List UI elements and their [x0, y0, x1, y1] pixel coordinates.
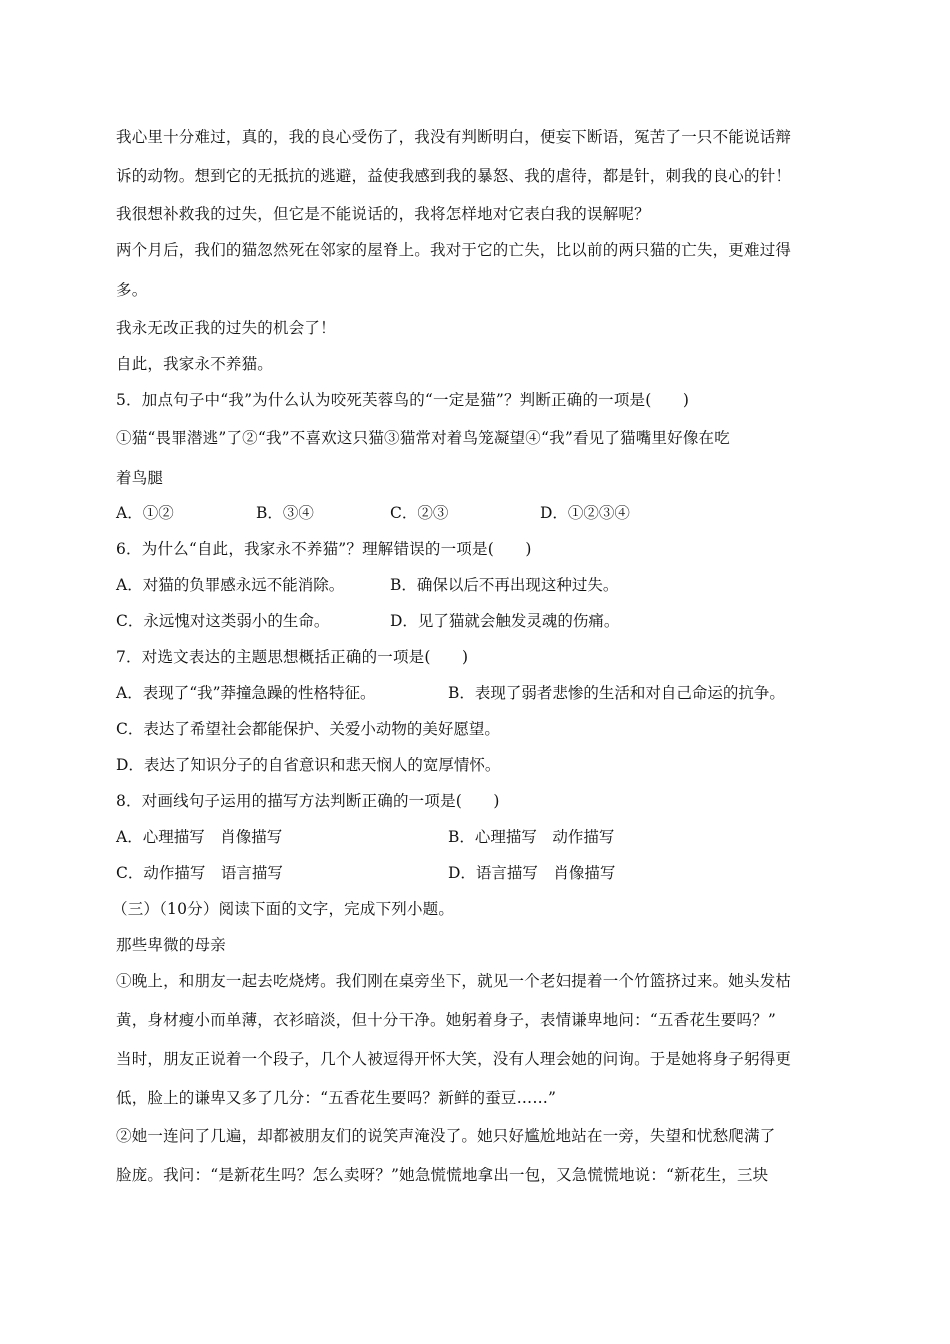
question-6-option-a: A．对猫的负罪感永远不能消除。: [116, 576, 345, 594]
question-6-option-b: B．确保以后不再出现这种过失。: [390, 576, 619, 594]
question-5-option-b: B．③④: [256, 504, 314, 522]
passage-line: 我很想补救我的过失，但它是不能说话的，我将怎样地对它表白我的误解呢？: [116, 205, 650, 223]
article-line: 脸庞。我问：“是新花生吗？怎么卖呀？”她急慌慌地拿出一包，又急慌慌地说：“新花生，三块: [116, 1166, 769, 1184]
question-8-option-c: C．动作描写 语言描写: [116, 864, 283, 882]
question-6-option-d: D．见了猫就会触发灵魂的伤痛。: [390, 612, 620, 630]
article-line: 低，脸上的谦卑又多了几分：“五香花生要吗？新鲜的蚕豆……”: [116, 1089, 557, 1107]
question-7-stem: 7．对选文表达的主题思想概括正确的一项是( ): [116, 648, 469, 666]
question-7-option-d: D．表达了知识分子的自省意识和悲天悯人的宽厚情怀。: [116, 756, 501, 774]
question-5-line: ①猫“畏罪潜逃”了②“我”不喜欢这只猫③猫常对着鸟笼凝望④“我”看见了猫嘴里好像在吃: [116, 429, 730, 447]
passage-line: 两个月后，我们的猫忽然死在邻家的屋脊上。我对于它的亡失，比以前的两只猫的亡失，更难过得: [116, 241, 792, 259]
question-8-option-a: A．心理描写 肖像描写: [116, 828, 283, 846]
question-7-option-b: B．表现了弱者悲惨的生活和对自己命运的抗争。: [448, 684, 785, 702]
article-title: 那些卑微的母亲: [116, 936, 226, 954]
question-7-option-c: C．表达了希望社会都能保护、关爱小动物的美好愿望。: [116, 720, 500, 738]
passage-line: 我永无改正我的过失的机会了！: [116, 319, 336, 337]
question-8-stem: 8．对画线句子运用的描写方法判断正确的一项是( ): [116, 792, 500, 810]
question-7-option-a: A．表现了“我”莽撞急躁的性格特征。: [116, 684, 376, 702]
article-line: 黄，身材瘦小而单薄，衣衫暗淡，但十分干净。她躬着身子，表情谦卑地问：“五香花生要吗？”: [116, 1011, 776, 1029]
question-5-option-c: C．②③: [390, 504, 449, 522]
passage-line: 自此，我家永不养猫。: [116, 355, 274, 373]
question-5-option-a: A．①②: [116, 504, 174, 522]
article-line: ②她一连问了几遍，却都被朋友们的说笑声淹没了。她只好尴尬地站在一旁，失望和忧愁爬满了: [116, 1127, 776, 1145]
question-5-stem: 5．加点句子中“我”为什么认为咬死芙蓉鸟的“一定是猫”？判断正确的一项是( ): [116, 391, 690, 409]
question-5-option-d: D．①②③④: [540, 504, 630, 522]
article-line: 当时，朋友正说着一个段子，几个人被逗得开怀大笑，没有人理会她的问询。于是她将身子躬得更: [116, 1050, 792, 1068]
article-line: ①晚上，和朋友一起去吃烧烤。我们刚在桌旁坐下，就见一个老妇提着一个竹篮挤过来。她头发枯: [116, 972, 792, 990]
passage-line: 诉的动物。想到它的无抵抗的逃避，益使我感到我的暴怒、我的虐待，都是针，刺我的良心的针！: [116, 167, 792, 185]
passage-line: 我心里十分难过，真的，我的良心受伤了，我没有判断明白，便妄下断语，冤苦了一只不能说话辩: [116, 128, 792, 146]
question-6-option-c: C．永远愧对这类弱小的生命。: [116, 612, 330, 630]
question-8-option-b: B．心理描写 动作描写: [448, 828, 615, 846]
question-6-stem: 6．为什么“自此，我家永不养猫”？理解错误的一项是( ): [116, 540, 532, 558]
section-3-heading: （三）（10分）阅读下面的文字，完成下列小题。: [112, 900, 455, 918]
question-8-option-d: D．语言描写 肖像描写: [448, 864, 616, 882]
question-5-line: 着鸟腿: [116, 469, 164, 487]
passage-line: 多。: [116, 281, 148, 299]
